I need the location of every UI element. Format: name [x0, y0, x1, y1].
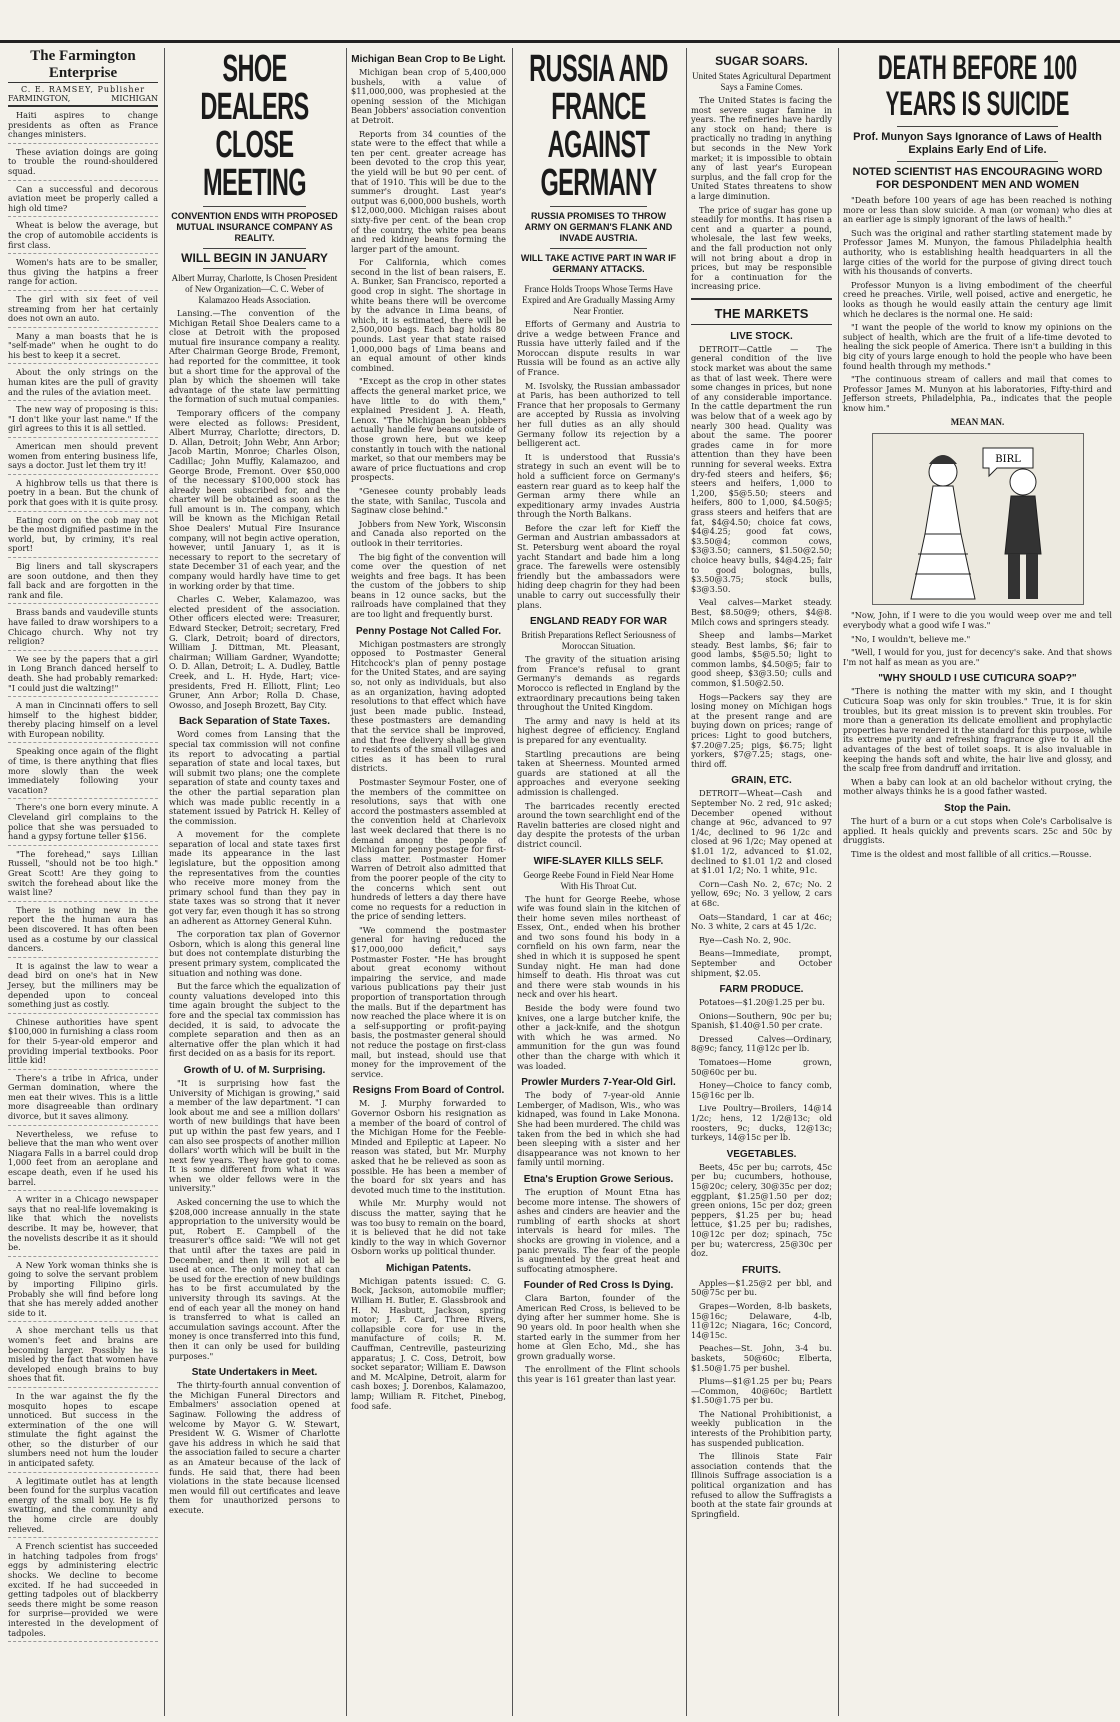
paragraph: Chinese authorities have spent $100,000 in furnishing a class room for their 5-year-old emperor and providing imperial textbooks. Poor little kid! [8, 1018, 158, 1070]
headline-shoe-dealers: SHOE DEALERS CLOSE MEETING [200, 48, 309, 204]
paragraph: Startling precautions are being taken at Sheerness. Mounted armed guards are stationed at all the approaches and everyone seeking admission is challenged. [517, 748, 680, 797]
bean-crop-body [351, 68, 506, 620]
paragraph: A shoe merchant tells us that women's feet and brains are becoming larger. Possibly he is misled by the fact that women have developed enough brains to buy shoes that fit. [8, 1326, 158, 1388]
paragraph: The United States is facing the most severe sugar famine in years. The refineries have hardly any stock on hand; there is practically no trading in anything but seconds in the New York market; it is impossible to obtain any of last year's European surplus, and the fall crop for the United States threatens to show a large diminution. [691, 95, 832, 201]
paragraph: These aviation doings are going to trouble the round-shouldered squad. [8, 148, 158, 181]
column-sugar-markets [686, 48, 836, 1716]
paragraph: M. Isvolsky, the Russian ambassador at Paris, has been authorized to tell France that her proposals to Germany are accepted by Russia as involving her full duties as an ally should Germany follow its rejection by a belligerent act. [517, 380, 680, 449]
masthead-city: FARMINGTON, [8, 94, 71, 103]
headline-death-before-100: DEATH BEFORE 100 YEARS IS SUICIDE [877, 49, 1078, 123]
column-bean-crop [346, 48, 510, 1716]
deck-slayer: George Reebe Found in Field Near Home With His Throat Cut. [523, 869, 674, 891]
paragraph: DETROIT—Cattle — The general condition of the live stock market was about the same as that of last week. There were some changes in prices, but none of any considerable importance. In the cattle department the run was below that of a week ago by nearly 300 head. Quality was about the same. The poorer grades came in for more attention than they have been running for several weeks. Extra dry-fed steers and heifers, $6; steers and heifers, 1,000 to 1,200, $5@5.50; steers and heifers, 800 to 1,000, $4.50@5; grass steers and heifers that are fat, $4@4.50; choice fat cows, $4@4.25; good fat cows, $3.50@4; common cows, $3@3.50; canners, $1.50@2.50; choice heavy bulls, $4@4.25; fair to good bolognas, bulls, $3.50@3.75; stock bulls, $3@3.50. [691, 343, 832, 594]
shoe-dealers-body [169, 309, 340, 710]
paragraph: The hurt of a burn or a cut stops when Cole's Carbolisalve is applied. It heals quickly and prevents scars. 25c and 50c by druggists. [843, 815, 1112, 846]
deck-russia: RUSSIA PROMISES TO THROW ARMY ON GERMAN'S FLANK AND INVADE AUSTRIA. [524, 211, 673, 243]
deck-sugar: United States Agricultural Department Says a Famine Comes. [692, 71, 831, 92]
headline-cuticura: "WHY SHOULD I USE CUTICURA SOAP?" [878, 673, 1077, 685]
divider [550, 279, 648, 280]
speech-balloon-text: BIRL [994, 454, 1021, 466]
masthead-state: MICHIGAN [111, 94, 158, 103]
paragraph: "Genesee county probably leads the state, with Sanilac, Tuscola and Saginaw close behind." [351, 485, 506, 516]
paragraph: We see by the papers that a girl in Long Branch danced herself to death. She had probably remarked: "I could just die waltzing!" [8, 655, 158, 697]
subhead-fruits: FRUITS. [742, 1264, 781, 1276]
paragraph: Before the czar left for Kieff the German and Austrian ambassadors at St. Petersburg went aboard the royal yacht Standart and bade him a long grace. The farewells were ostensibly friendly but the ambassadors were hiding deep chagrin for they had been unable to carry out successfully their plans. [517, 522, 680, 610]
paragraph: Sheep and lambs—Market steady. Best lambs, $6; fair to good lambs, $5@5.50; light to common lambs, $4.50@5; fair to good sheep, $3@3.50; culls and common, $1.50@2.50. [691, 630, 832, 689]
paragraph: About the only strings on the human kites are the pull of gravity and the rules of the aviation meet. [8, 368, 158, 401]
divider [897, 161, 1058, 162]
paragraph: Beets, 45c per bu; carrots, 45c per bu; cucumbers, hothouse, 15@20c; celery, 30@35c per doz; eggplant, $1.25@1.50 per doz; green onions, 15c per doz; green peppers, $1.25 per bu; head lettuce, $1.25 per bu; radishes, 10@12c per doz; spinach, 75c per bu; watercress, 25@30c per doz. [691, 1161, 832, 1259]
paragraph: Onions—Southern, 90c per bu; Spanish, $1.40@1.50 per crate. [691, 1010, 832, 1031]
paragraph: Professor Munyon is a living embodiment of the cheerful creed he preaches. Virile, well poised, active and energetic, he looks as though he would easily attain the century age limit which he declares is the normal one. He said: [843, 279, 1112, 319]
deck-january: WILL BEGIN IN JANUARY [181, 251, 328, 265]
subhead-grain: GRAIN, ETC. [731, 775, 792, 787]
grain-body [691, 789, 832, 978]
paragraph: The thirty-fourth annual convention of the Michigan Funeral Directors and Embalmers' association opened at Saginaw. Following the address of welcome by Mayor G. W. Stewart, President W. G. Wismer of Charlotte gave his address in which he said that the association failed to secure a charter as an Amateur because of the lack of funds. He said that, there had been violations in the state because licensed men would fill out certificates and leave them for unauthorized persons to execute. [169, 1380, 340, 1515]
um-body [169, 1079, 340, 1361]
subhead-barton: Founder of Red Cross Is Dying. [523, 1280, 674, 1292]
subhead-england: ENGLAND READY FOR WAR [529, 616, 668, 628]
paragraph: A movement for the complete separation of local and state taxes first made its appearance in the last legislature, but the opposition among the representatives from the counties who receive more money from the primary school fund than they pay in state taxes was so strong that it never got very far, even though it has so strong an adherent as Attorney General Kuhn. [169, 829, 340, 926]
subhead-control: Resigns From Board of Control. [352, 1085, 505, 1097]
paragraph: A legitimate outlet has at length been found for the surplus vacation energy of the small boy. He is fly swatting, and the community and the home circle are doubly relieved. [8, 1477, 158, 1539]
paragraph: Grapes—Worden, 8-lb baskets, 15@16c; Delaware, 4-lb, 11@12c; Niagara, 16c; Concord, 14@15c. [691, 1300, 832, 1340]
misc-body [691, 1410, 832, 1520]
paragraph: The hunt for George Reebe, whose wife was found slain in the kitchen of their home seven miles northeast of Essex, Ont., ended when his brother and two sons found his body in a cornfield on his own farm, near the shed in which it is supposed he spent Sunday night. He man had done himself to death. His throat was cut and there were stab wounds in his neck and over his heart. [517, 893, 680, 1000]
divider [203, 248, 306, 249]
paragraph: A man in Cincinnati offers to sell himself to the highest bidder, thereby placing himself on a level with European nobility. [8, 701, 158, 743]
control-body [351, 1099, 506, 1257]
subhead-livestock: LIVE STOCK. [730, 330, 793, 342]
paragraph: "We commend the postmaster general for having reduced the $17,000,000 deficit," says Postmaster Foster. "He has brought about great economy without impairing the service, and made various publications pay their just proportion of transportation through the mails. But if the department has now reached the place where it is on a self-supporting or profit-paying basis, the postmaster general should not reduce the postage on first-class mail, but instead, should use that money for the improvement of the service. [351, 924, 506, 1079]
paragraph: Reports from 34 counties of the state were to the effect that while a ten per cent. greater acreage has been devoted to the crop this year, the yield will be but 90 per cent. of that of 1910. This will be due to the summer's drought. Last year's output was 6,000,000 bushels, worth $12,000,000. Michigan raises about sixty-five per cent. of the bean crop of the country, the white pea beans and red kidney beans forming the larger part of the amount. [351, 128, 506, 254]
prowler-body [517, 1091, 680, 1168]
paragraph: The price of sugar has gone up steadily for months. It has risen a cent and a quarter a pound, wholesale, the last few weeks, and the fall production not only will not bring about a drop in prices, but may be responsible for a continuation for the increasing price. [691, 204, 832, 292]
subhead-produce: FARM PRODUCE. [719, 984, 804, 996]
paragraph: The enrollment of the Flint schools this year is 161 greater than last year. [517, 1364, 680, 1385]
paragraph: The barricades recently erected around the town searchlight end of the Ravelin batteries are closed night and day despite the protests of the urban district council. [517, 800, 680, 849]
divider [203, 206, 306, 207]
markets-header [691, 298, 832, 325]
paragraph: There is nothing new in the report the the human aura has been discovered. It has often been used as a costume by our classical dancers. [8, 906, 158, 958]
headline-sugar: SUGAR SOARS. [715, 54, 808, 68]
paragraph: Live Poultry—Broilers, 14@14 1/2c; hens, 12 1/2@13c; old roosters, 9c; ducks, 12@13c; turkeys, 14@15c per lb. [691, 1103, 832, 1143]
paragraph: DETROIT—Wheat—Cash and September No. 2 red, 91c asked; December opened without change at 96c, advanced to 97 1/4c, declined to 96 1/2c and closed at 96 1/2c; May opened at $1.01 1/2, advanced to $1.02, declined to $1.01 1/2 and closed at $1.01 1/2; No. 1 white, 91c. [691, 788, 832, 876]
paragraph: Eating corn on the cob may not be the most dignified pastime in the world, but, by criminy, it's real sport! [8, 516, 158, 558]
subhead-postage: Penny Postage Not Called For. [355, 625, 502, 637]
paragraph: Corn—Cash No. 2, 67c; No. 2 yellow, 69c; No. 3 yellow, 2 cars at 68c. [691, 878, 832, 908]
paragraph: It is against the law to wear a dead bird on one's hat in New Jersey, but the milliners may be depended upon to conceal something just as costly. [8, 962, 158, 1014]
subhead-um: Growth of U. of M. Surprising. [183, 1064, 326, 1076]
paragraph: Can a successful and decorous aviation meet be properly called a high old time? [8, 185, 158, 218]
headline-markets: THE MARKETS [714, 305, 809, 321]
paragraph: For California, which comes second in the list of bean raisers, E. A. Bunker, San Francisco, reported a good crop in sight. The shortage in white beans there will be overcome by the advance in Lima beans, of which, it is estimated, there will be 2,500,000 bags. Each bag holds 80 pounds. Last year that state raised 1,000,000 bags of Lima beans and an equal amount of other kinds combined. [351, 257, 506, 373]
paragraph: Dressed Calves—Ordinary, 8@9c; fancy, 11@12c per lb. [691, 1033, 832, 1054]
paragraph: Honey—Choice to fancy comb, 15@16c per lb. [691, 1080, 832, 1100]
subhead-patents: Michigan Patents. [385, 1262, 471, 1274]
deck-convention: CONVENTION ENDS WITH PROPOSED MUTUAL INSURANCE COMPANY AS REALITY. [171, 211, 338, 243]
illustration-caption: MEAN MAN. [950, 417, 1005, 428]
paragraph: A writer in a Chicago newspaper says that no real-life lovemaking is like that which the novelists describe. It may be, however, that the novelists describe it as it should be. [8, 1195, 158, 1257]
paragraph: Hogs—Packers say they are losing money on Michigan hogs at the present range and are buying down on prices; range of prices: Light to good butchers, $7.20@7.25; pigs, $6.75; light yorkers, $7@7.25; stags, one-third off. [691, 691, 832, 769]
subhead-prowler: Prowler Murders 7-Year-Old Girl. [521, 1077, 676, 1089]
etna-body [517, 1188, 680, 1274]
paragraph: M. J. Murphy forwarded to Governor Osborn his resignation as a member of the board of control of the Michigan Home for the Feeble-Minded and Epileptic at Lapeer. No reason was stated, but Mr. Murphy asked that he be relieved as soon as possible. He has been a member of the board for six years and has devoted much time to the institution. [351, 1098, 506, 1195]
patents-body [351, 1277, 506, 1411]
deck-murray: Albert Murray, Charlotte, Is Chosen President of New Organization—C. C. Weber of Kalamazoo Heads Association. [171, 273, 338, 305]
paragraph: Clara Barton, founder of the American Red Cross, is believed to be dying after her summer home. She is 90 years old. In poor health when she started early in the summer from her home at Glen Echo, Md., she has grown gradually worse. [517, 1293, 680, 1361]
paragraph: "The continuous stream of callers and mail that comes to Professor James M. Munyon at his laboratories, Fifty-third and Jefferson streets, Philadelphia, Pa., indicates that the people know him." [843, 374, 1112, 413]
paragraph: It is understood that Russia's strategy in such an event will be to hold a sufficient force on Germany's eastern rear guard as to keep half the German army there while an expeditionary army invades Austria through the North Balkans. [517, 451, 680, 520]
paragraph: Michigan bean crop of 5,400,000 bushels, with a value of $11,000,000, was prophesied at the opening session of the Michigan Bean Jobbers' association convention at Detroit. [351, 67, 506, 125]
paragraph: The army and navy is held at its highest degree of efficiency. England is prepared for any eventuality. [517, 715, 680, 745]
paragraph: The gravity of the situation arising from France's refusal to grant Germany's demands as regards Morocco is reflected in England by the extraordinary precautions being taken throughout the United Kingdom. [517, 654, 680, 713]
paragraph: "Except as the crop in other states affects the general market price, we have little to do with them," explained President J. A. Heath, Lenox. "The Michigan bean jobbers actually handle few beans outside of those grown here, but we keep constantly in touch with the national market, so that our members may be aware of price fluctuations and crop prospects. [351, 376, 506, 483]
paragraph: The National Prohibitionist, a weekly publication in the interests of the Prohibition party, has suspended publication. [691, 1408, 832, 1448]
vegetables-body [691, 1163, 832, 1259]
taxes-body [169, 730, 340, 1059]
paragraph: The big fight of the convention will come over the question of net weights and free bags. It has been the custom of the jobbers to ship beans in 12 ounce sacks, but the railroads have complained that they are too light and frequently burst. [351, 551, 506, 620]
divider [897, 126, 1058, 127]
livestock-body [691, 345, 832, 770]
paragraph: Efforts of Germany and Austria to drive a wedge between France and Russia have utterly failed and if the Moroccan dispute results in war Russia will be found as an active ally of France. [517, 319, 680, 377]
deck-noted-scientist: NOTED SCIENTIST HAS ENCOURAGING WORD FOR DESPONDENT MEN AND WOMEN [852, 166, 1103, 191]
deck-active-part: WILL TAKE ACTIVE PART IN WAR IF GERMANY ATTACKS. [520, 253, 677, 274]
subhead-undertakers: State Undertakers in Meet. [191, 1367, 318, 1379]
paragraph: "There is nothing the matter with my skin, and I thought Cuticura Soap was only for skin troubles." True, it is for skin troubles, but its great mission is to prevent skin troubles. For more than a generation its delicate emollient and prophylactic properties have rendered it the standard for this purpose, while its extreme purity and refreshing fragrance give to it all the advantages of the best of toilet soaps. It is also invaluable in keeping the hands soft and white, the hair live and glossy, and the scalp free from dandruff and irritation. [843, 686, 1112, 774]
paragraph: "Now, John, if I were to die you would weep over me and tell everybody what a good wife I was." [843, 610, 1112, 631]
paragraph: A highbrow tells us that there is poetry in a bean. But the chunk of pork that goes with it is quite prosy. [8, 479, 158, 512]
paragraph: Michigan postmasters are strongly opposed to Postmaster General Hitchcock's plan of penny postage for the United States, and are saying so, not only as individuals, but also as an organization, having adopted resolutions to that effect which have just been made public. Instead, these postmasters are demanding that the service shall be improved, and that free delivery shall be given to residents of the small villages and cities as it has been to rural districts. [351, 638, 506, 774]
paragraph: Rye—Cash No. 2, 90c. [699, 934, 792, 945]
slayer-body [517, 895, 680, 1072]
england-body [517, 655, 680, 849]
couple-drawing [873, 434, 1083, 604]
munyon-body [843, 196, 1112, 413]
paragraph: Haiti aspires to change presidents as often as France changes ministers. [8, 111, 158, 144]
paragraph: While Mr. Murphy would not discuss the matter, saying that he was too busy to remain on the board, it is believed that he did not take kindly to the way in which Governor Osborn works up political thunder. [351, 1198, 506, 1257]
paragraph: Women's hats are to be smaller, thus giving the hatpins a freer range for action. [8, 258, 158, 291]
paragraph: Beside the body were found two knives, one a large butcher knife, the other a jack-knife, and the shotgun with which he was armed. No ammunition for the gun was found other than the charge with which it was loaded. [517, 1003, 680, 1071]
paragraph: When a baby can look at an old bachelor without crying, the mother always thinks he is a good father wasted. [843, 776, 1112, 797]
subhead-taxes: Back Separation of State Taxes. [179, 716, 330, 728]
headline-russia-france: RUSSIA AND FRANCE AGAINST GERMANY [529, 48, 668, 204]
subhead-stop-pain: Stop the Pain. [944, 802, 1011, 814]
paragraph: Such was the original and rather startling statement made by Professor James M. Munyon, the famous Philadelphia health authority, who is establishing health headquarters in all the large cities of the world for the purpose of giving direct touch with his thousands of converts. [843, 227, 1112, 277]
paragraph: The eruption of Mount Etna has become more intense. The showers of ashes and cinders are heavier and the rumbling of earth shocks at short intervals is heard for miles. The shocks are growing in violence, and a panic prevails. The fear of the people is augmented by the great heat and suffocating atmosphere. [517, 1186, 680, 1274]
divider [550, 248, 648, 249]
paragraph: Time is the oldest and most fallible of all critics.—Rousse. [851, 848, 1092, 859]
undertakers-body [169, 1381, 340, 1515]
divider [550, 206, 648, 207]
paragraph: The new way of proposing is this: "I don't like your last name." If the girl agrees to this it is all settled. [8, 405, 158, 438]
paragraph: A New York woman thinks she is going to solve the servant problem by importing Filipino girls. Probably she will find before long that she has merely added another side to it. [8, 1261, 158, 1323]
paragraph: "Death before 100 years of age has been reached is nothing more or less than slow suicide. A man (or woman) who dies at an earlier age is simply ignorant of the laws of health." [843, 195, 1112, 225]
deck-england: British Preparations Reflect Seriousness of Moroccan Situation. [521, 630, 676, 652]
paragraph: But the farce which the equalization of county valuations developed into this time again brought the subject to the fore and the special tax commission has decided, it is said, to advocate the complete separation and then as an alternative offer the plan which it had first decided on as a basis for its report. [169, 981, 340, 1059]
paragraph: Apples—$1.25@2 per bbl, and 50@75c per bu. [691, 1277, 832, 1298]
deck-munyon: Prof. Munyon Says Ignorance of Laws of Health Explains Early End of Life. [853, 131, 1102, 156]
paragraph: Nevertheless, we refuse to believe that the man who went over Niagara Falls in a barrel could drop 1,000 feet from an aeroplane and escape death, even if he used his barrel. [8, 1130, 158, 1192]
russia-france-body [517, 320, 680, 610]
paragraph: Temporary officers of the company were elected as follows: President, Albert Murray, Charlotte; directors, D. D. Allan, Detroit; John Webr, Ann Arbor; Jacob Martin, Monroe; Charles Olson, Cadillac; John Muffly, Kalamazoo, and George Brode, Fremont. Over $50,000 of the necessary $100,000 stock has already been subscribed for, and the charter will be obtained as soon as the full amount is in. The company, which will be known as the Michigan Retail Shoe Dealers' Mutual Fire Insurance company, will not begin active operation, however, until January 1, as it is necessary to report to the secretary of state December 31 of each year, and the company would hardly have time to get in working order by that time. [169, 407, 340, 591]
masthead-location [8, 94, 158, 107]
paragraph: "Well, I would for you, just for decency's sake. And that shows I'm not half as mean as you are." [843, 647, 1112, 667]
paragraph: Veal calves—Market steady. Best, $8.50@9; others, $4@8. Milch cows and springers steady. [691, 597, 832, 627]
column-munyon [838, 48, 1116, 1716]
paragraph: "It is surprising how fast the University of Michigan is growing," said a member of the law department. "I can look about me and see a million dollars' worth of new buildings that have been put up within the past few years, and I can also see prospects of another million dollars' worth which will be built in the next few years. They have got to come. It is some different from what it was when we older fellows were in the university." [169, 1077, 340, 1194]
produce-body [691, 998, 832, 1143]
top-rule [0, 40, 1120, 43]
cuticura-body [843, 687, 1112, 797]
paragraph: The body of 7-year-old Annie Lemberger, of Madison, Wis., who was kidnaped, was found in Lake Monona. She had been murdered. The child was taken from the bed in which she had been sleeping with a sister and her disappearance was not known to her family until morning. [517, 1090, 680, 1168]
column-russia-france [512, 48, 684, 1716]
mean-man-illustration [872, 433, 1084, 605]
paragraph: Peaches—St. John, 3-4 bu. baskets, 50@60c; Elberta, $1.50@1.75 per bushel. [691, 1343, 832, 1373]
paragraph: The girl with six feet of veil streaming from her hat certainly does not own an auto. [8, 295, 158, 328]
postage-body [351, 640, 506, 1080]
subhead-bean-crop: Michigan Bean Crop to Be Light. [351, 54, 506, 65]
paragraph: Lansing.—The convention of the Michigan Retail Shoe Dealers came to a close at Detroit with the proposed mutual fire insurance company a reality. After Chairman George Brode, Fremont, had reported for the committee, it took but a short time for the approval of the plan by which the shoemen will take advantage of the state law permitting the formation of such mutual companies. [169, 308, 340, 405]
paragraph: Plums—$1@1.25 per bu; Pears—Common, 40@60c; Bartlett $1.50@1.75 per bu. [691, 1376, 832, 1406]
paragraph: "I want the people of the world to know my opinions on the subject of health, which are the fruit of a life-time devoted to healing the sick people of America. There isn't a building in this big city of yours large enough to hold the people who have been found health through my methods." [843, 322, 1112, 371]
editorial-paragraphs [8, 111, 158, 1642]
paragraph: American men should prevent women from entering business life, says a doctor. Just let them try it! [8, 442, 158, 475]
paragraph: Word comes from Lansing that the special tax commission will not confine its report to advocating a partial separation of state and local taxes, but will submit two plans; one the complete separation of state and county taxes and the other the partial separation plan which was made public recently in a statement issued by Patrick H. Kelley of the commission. [169, 729, 340, 826]
paragraph: Beans—Immediate, prompt, September and October shipment, $2.05. [691, 948, 832, 978]
paragraph: Asked concerning the use to which the $208,000 increase annually in the state appropriation to the university would be put, Robert E. Campbell of the treasurer's office said: "We will not get that until after the taxes are paid in December, and then it will not all be used at once. The only money that can be used for the erection of new buildings has to be first accumulated by the university through its savings. At the end of each year all the money on hand is transferred to what is called an accumulation savings account. After the money is once transferred into this fund, then it can only be used for building purposes." [169, 1197, 340, 1361]
mean-man-body [843, 611, 1112, 667]
paragraph: "The forehead," says Lillian Russell, "should not be too high." Great Scott! Are they going to switch the forehead about like the waist line? [8, 850, 158, 902]
column-editorial [4, 48, 162, 1716]
column-shoe-dealers [164, 48, 344, 1716]
masthead-title: The Farmington Enterprise [8, 48, 158, 83]
divider [203, 268, 306, 269]
paragraph: Oats—Standard, 1 car at 46c; No. 3 white, 2 cars at 45 1/2c. [691, 911, 832, 932]
paragraph: "No, I wouldn't, believe me." [851, 633, 971, 644]
paragraph: Tomatoes—Home grown, 50@60c per bu. [691, 1057, 832, 1077]
subhead-vegetables: VEGETABLES. [726, 1148, 797, 1160]
paragraph: In the war against the fly the mosquito hopes to escape unnoticed. But success in the extermination of the one will stimulate the fight against the other, so the disturber of our slumbers need not hum the louder in anticipated safety. [8, 1392, 158, 1473]
barton-body [517, 1294, 680, 1384]
masthead-publisher: C. E. RAMSEY, Publisher [20, 85, 146, 94]
subhead-slayer: WIFE-SLAYER KILLS SELF. [533, 855, 664, 867]
paragraph: Wheat is below the average, but the crop of automobile accidents is first class. [8, 221, 158, 254]
paragraph: The Illinois State Fair association contends that the Illinois Suffrage association is a political organization and has refused to allow the Suffragists a booth at the state fair grounds at Springfield. [691, 1451, 832, 1519]
paragraph: There's one born every minute. A Cleveland girl complains to the police that she was persuaded to hand a gypsy fortune teller $156. [8, 803, 158, 845]
subhead-etna: Etna's Eruption Growe Serious. [523, 1173, 674, 1185]
stop-pain-body [843, 817, 1112, 859]
paragraph: Big liners and tall skyscrapers are soon outdone, and then they fall back and are forgotten in the rank and file. [8, 562, 158, 604]
paragraph: Potatoes—$1.20@1.25 per bu. [699, 997, 825, 1008]
paragraph: Postmaster Seymour Foster, one of the members of the committee on resolutions, says that with one accord the postmasters assembled at the convention held at Charlevoix last week declared that there is no demand among the people of Michigan for penny postage for first-class matter. Postmaster Homer Warren of Detroit also admitted that from the poorer people of the city to the concerns which sent out hundreds of letters a day there have come no requests for a reduction in the price of sending letters. [351, 776, 506, 922]
paragraph: Brass bands and vaudeville stunts have failed to draw worshipers to a Chicago church. Why not try religion? [8, 608, 158, 650]
paragraph: There's a tribe in Africa, under German domination, where the men eat their wives. This is a little more disagreeable than ordinary divorce, but it saves alimony. [8, 1074, 158, 1126]
fruits-body [691, 1279, 832, 1406]
deck-france-troops: France Holds Troops Whose Terms Have Expired and Are Gradually Massing Army Near Frontier. [522, 284, 675, 316]
paragraph: A French scientist has succeeded in hatching tadpoles from frogs' eggs by administering electric shocks. We decline to become excited. If he had succeeded in getting tadpoles out of blackberry seeds there might be some reason for surprise—provided we were interested in the development of tadpoles. [8, 1542, 158, 1642]
paragraph: Charles C. Weber, Kalamazoo, was elected president of the association. Other officers elected were: Treasurer, Edward Stecker, Detroit; secretary, Fred G. Clark, Detroit; board of directors, William J. Dittman, Mt. Pleasant, chairman; William Gardner, Wyandotte; O. D. Allan, Detroit; L. A. Dudley, Battle Creek, and L. H. Hyde, Hart; vice-presidents, Fred H. Elliott, Flint; Leo Gruner, Ann Arbor; Rolla D. Chase, Owosso, and Joseph Brozett, Bay City. [169, 594, 340, 710]
paragraph: Speaking once again of the flight of time, is there anything that flies more slowly than the week immediately following your vacation? [8, 747, 158, 799]
paragraph: Jobbers from New York, Wisconsin and Canada also reported on the outlook in their territories. [351, 518, 506, 548]
paragraph: Michigan patents issued: C. G. Bock, Jackson, automobile muffler; William H. Butler, E. Glassbrook and H. N. Hasbutt, Jackson, spring motor; J. F. Card, Three Rivers, collapsible core for use in the manufacture of coils; R. M. Cauffman, Centreville, pasteurizing apparatus; J. C. Coss, Detroit, bow socket separator; William E. Dawson and M. McAlpine, Detroit, alarm for cash boxes; J. Dorenbos, Kalamazoo, lamp; William R. Fitchet, Pinebog, food safe. [351, 1275, 506, 1411]
paragraph: The corporation tax plan of Governor Osborn, which is along this general line but does not contemplate disturbing the present primary system, complicated the situation and nothing was done. [169, 929, 340, 978]
paragraph: Many a man boasts that he is "self-made" when he ought to do his best to keep it a secret. [8, 332, 158, 365]
sugar-body [691, 96, 832, 292]
